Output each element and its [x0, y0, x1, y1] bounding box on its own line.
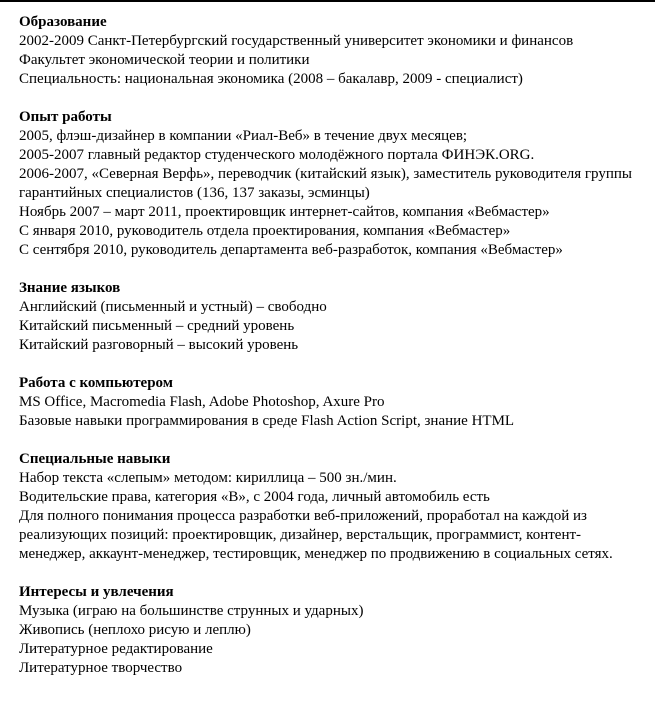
- text-line: Специальность: национальная экономика (2008 – бакалавр, 2009 - специалист): [19, 71, 523, 87]
- text-line: 2002-2009 Санкт-Петербургский государственный университет экономики и финансов: [19, 33, 574, 49]
- text-line: 2006-2007, «Северная Верфь», переводчик (китайский язык), заместитель руководителя группы гарантийных специалистов (136, 137 заказы, эсминцы): [19, 166, 632, 201]
- text-line: Английский (письменный и устный) – свободно: [19, 299, 327, 315]
- text-line: Литературное творчество: [19, 660, 183, 676]
- section-interests: [19, 582, 647, 678]
- text-line: Базовые навыки программирования в среде Flash Action Script, знание HTML: [19, 413, 515, 429]
- section-heading: Интересы и увлечения: [19, 584, 174, 600]
- text-line: С сентября 2010, руководитель департамента веб-разработок, компания «Вебмастер»: [19, 242, 563, 258]
- text-line: Факультет экономической теории и политики: [19, 52, 310, 68]
- section-computer-skills: [19, 373, 647, 431]
- text-line: MS Office, Macromedia Flash, Adobe Photoshop, Axure Pro: [19, 394, 385, 410]
- text-line: Китайский разговорный – высокий уровень: [19, 337, 299, 353]
- section-education: [19, 12, 647, 89]
- text-line: Набор текста «слепым» методом: кириллица – 500 зн./мин.: [19, 470, 397, 486]
- text-line: Для полного понимания процесса разработки веб-приложений, проработал на каждой из реализующих позиций: проектировщик, дизайнер, верстальщик, программист, контент-менеджер, аккаунт-менеджер, тестировщик, менеджер по продвижению в социальных сетях.: [19, 508, 613, 562]
- section-work-experience: [19, 107, 647, 260]
- section-heading: Работа с компьютером: [19, 375, 173, 391]
- section-languages: [19, 278, 647, 355]
- text-line: Водительские права, категория «В», с 2004 года, личный автомобиль есть: [19, 489, 490, 505]
- text-line: 2005-2007 главный редактор студенческого молодёжного портала ФИНЭК.ORG.: [19, 147, 535, 163]
- text-line: С января 2010, руководитель отдела проектирования, компания «Вебмастер»: [19, 223, 511, 239]
- text-line: Литературное редактирование: [19, 641, 213, 657]
- text-line: Музыка (играю на большинстве струнных и ударных): [19, 603, 364, 619]
- text-line: Китайский письменный – средний уровень: [19, 318, 295, 334]
- section-special-skills: [19, 449, 647, 564]
- text-line: Живопись (неплохо рисую и леплю): [19, 622, 251, 638]
- section-heading: Опыт работы: [19, 109, 112, 125]
- section-heading: Знание языков: [19, 280, 121, 296]
- text-line: 2005, флэш-дизайнер в компании «Риал-Веб» в течение двух месяцев;: [19, 128, 468, 144]
- text-line: Ноябрь 2007 – март 2011, проектировщик интернет-сайтов, компания «Вебмастер»: [19, 204, 550, 220]
- resume-document: [19, 12, 647, 696]
- section-heading: Образование: [19, 14, 107, 30]
- section-heading: Специальные навыки: [19, 451, 171, 467]
